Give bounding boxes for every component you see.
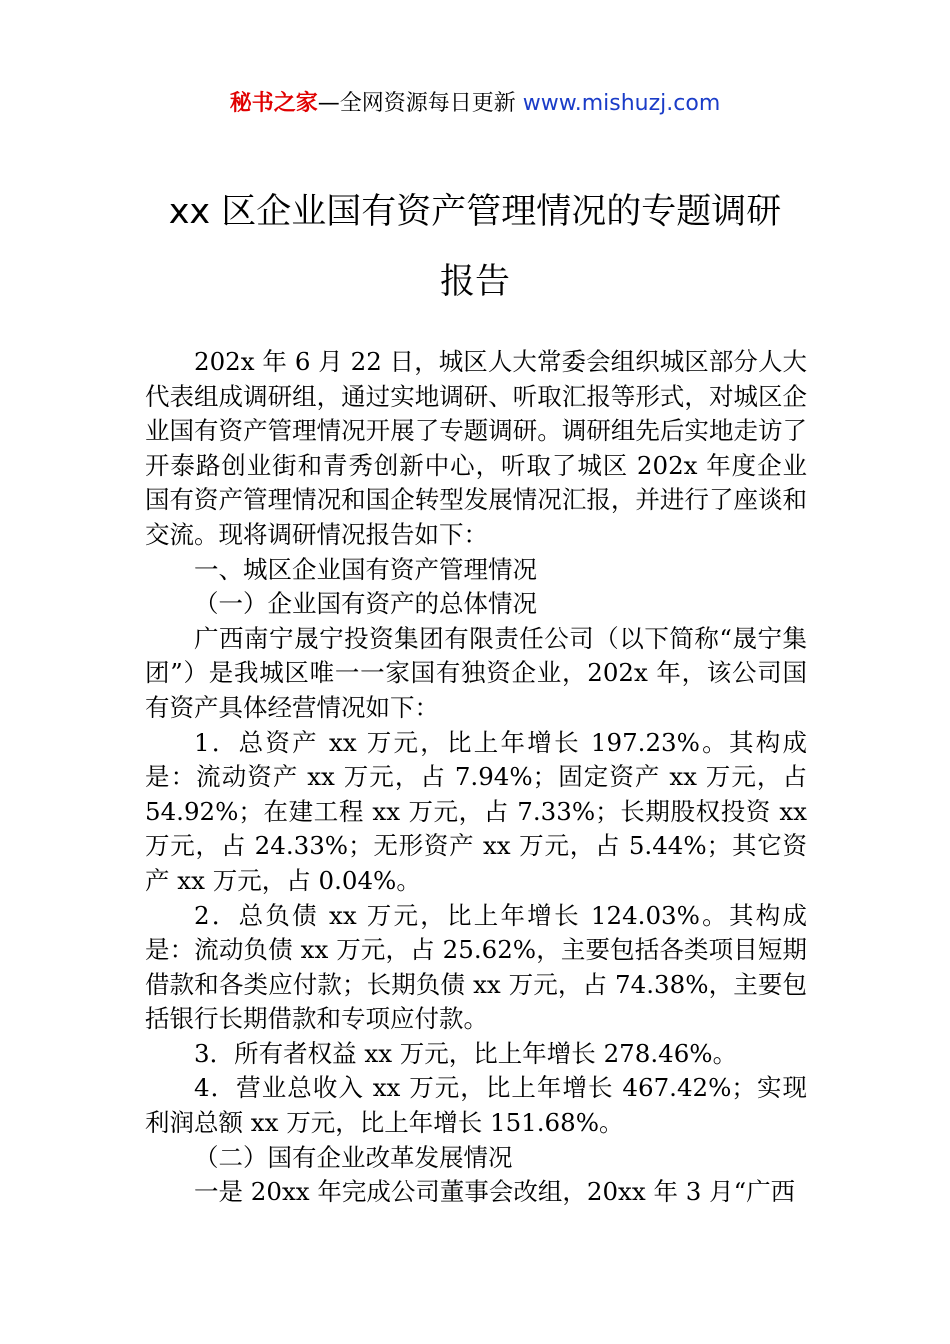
section-heading-1: 一、城区企业国有资产管理情况: [194, 554, 537, 584]
document-title-line-1: xx 区企业国有资产管理情况的专题调研: [168, 192, 782, 232]
list-item-total-assets: 1．总资产 xx 万元，比上年增长 197.23%。其构成是：流动资产 xx 万元，占 7.94%；固定资产 xx 万元，占 54.92%；在建工程 xx 万元，占 7.33%；长期股权投资 xx 万元，占 24.33%；无形资产 xx 万元，占 5.44%；其它资产 xx 万元，占 0.04%。: [145, 727, 807, 895]
subsection-heading-2: （二）国有企业改革发展情况: [194, 1142, 513, 1172]
paragraph-intro: 202x 年 6 月 22 日，城区人大常委会组织城区部分人大代表组成调研组，通过实地调研、听取汇报等形式，对城区企业国有资产管理情况开展了专题调研。调研组先后实地走访了开泰路创业街和青秀创新中心，听取了城区 202x 年度企业国有资产管理情况和国企转型发展情况汇报，并进行了座谈和交流。现将调研情况报告如下：: [145, 347, 807, 549]
paragraph-company-overview: 广西南宁晟宁投资集团有限责任公司（以下简称“晟宁集团”）是我城区唯一一家国有独资企业，202x 年，该公司国有资产具体经营情况如下：: [145, 623, 807, 722]
document-title-line-2: 报告: [439, 262, 510, 302]
list-item-revenue: 4．营业总收入 xx 万元，比上年增长 467.42%；实现利润总额 xx 万元，比上年增长 151.68%。: [145, 1073, 807, 1138]
site-brand: 秘书之家: [229, 91, 318, 116]
site-url-link[interactable]: www.mishuzj.com: [522, 91, 721, 116]
subsection-heading-1: （一）企业国有资产的总体情况: [194, 589, 537, 619]
list-item-total-liabilities: 2．总负债 xx 万元，比上年增长 124.03%。其构成是：流动负债 xx 万元，占 25.62%，主要包括各类项目短期借款和各类应付款；长期负债 xx 万元，占 74.38%，主要包括银行长期借款和专项应付款。: [145, 900, 807, 1034]
site-tagline: —全网资源每日更新: [317, 91, 516, 116]
document-body: [145, 345, 807, 1210]
site-header: [0, 88, 950, 120]
paragraph-reform: 一是 20xx 年完成公司董事会改组，20xx 年 3 月“广西: [194, 1177, 796, 1207]
list-item-owners-equity: 3．所有者权益 xx 万元，比上年增长 278.46%。: [194, 1038, 738, 1068]
